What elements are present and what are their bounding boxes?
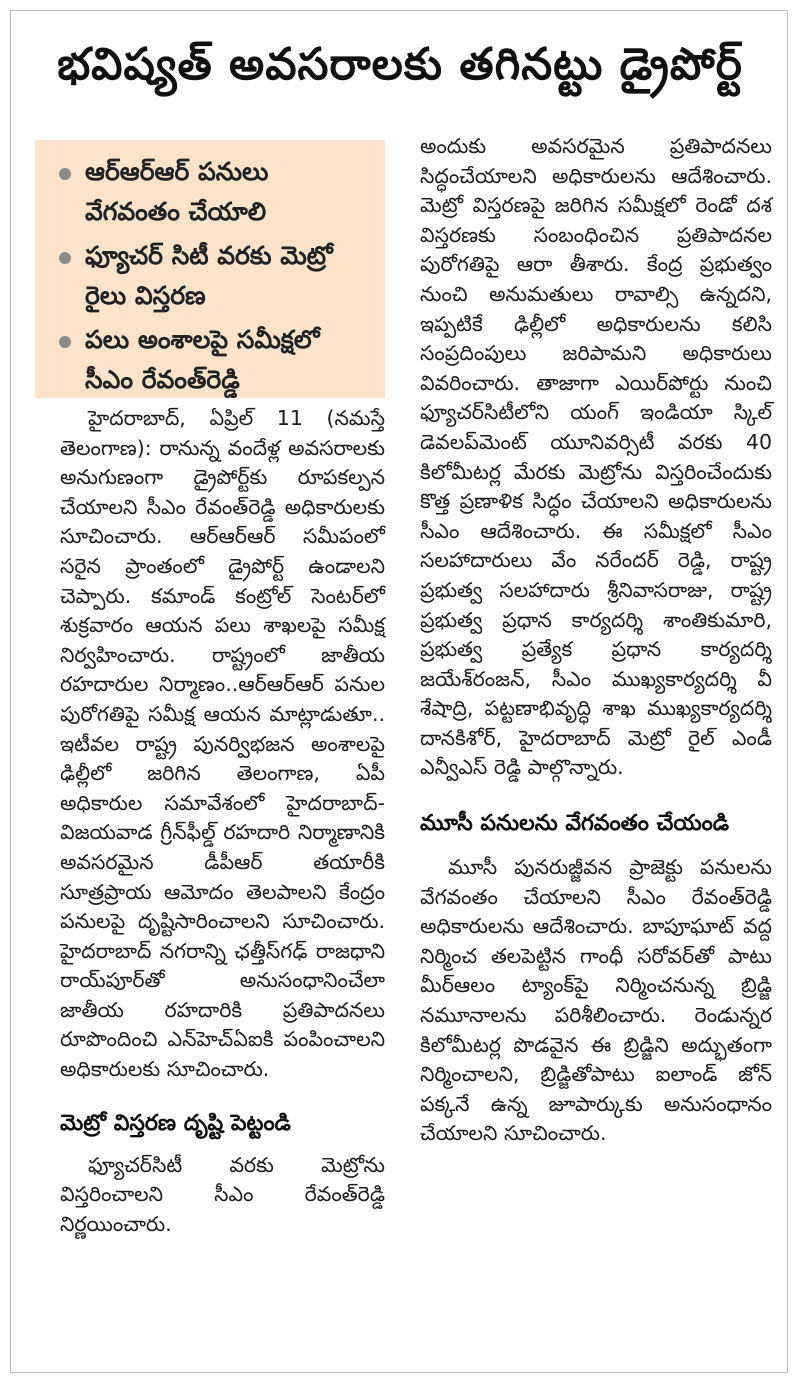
highlights-box bbox=[35, 140, 385, 398]
highlight-item bbox=[55, 320, 367, 400]
highlight-text: పలు అంశాలపై సమీక్షలో సీఎం రేవంత్‌రెడ్డి bbox=[85, 325, 320, 394]
body-paragraph: ఫ్యూచర్‌సిటీ వరకు మెట్రోను విస్తరించాలని సీఎం రేవంత్‌రెడ్డి నిర్ణయించారు. bbox=[60, 1152, 385, 1236]
right-column bbox=[420, 132, 772, 1149]
body-paragraph: మూసీ పునరుజ్జీవన ప్రాజెక్టు పనులను వేగవంతం చేయాలని సీఎం రేవంత్‌రెడ్డి అధికారులను ఆదేశించారు. బాపూఘాట్ వద్ద నిర్మించ తలపెట్టిన గాంధీ సరోవర్‌తో పాటు మీర్‌ఆలం ట్యాంక్‌పై నిర్మించనున్న బ్రిడ్జి నమూనాలను పరిశీలించారు. రెండున్నర కిలోమీటర్ల పొడవైన ఈ బ్రిడ్జిని అద్భుతంగా నిర్మించాలని, బ్రిడ్జితోపాటు ఐలాండ్ జోన్ పక్కనే ఉన్న జూపార్కుకు అనుసంధానం చేయాలని సూచించారు. bbox=[420, 855, 772, 1146]
highlight-text: ఫ్యూచర్ సిటీ వరకు మెట్రో రైలు విస్తరణ bbox=[85, 241, 333, 310]
left-column bbox=[60, 404, 385, 1239]
highlight-text: ఆర్ఆర్ఆర్ పనులు వేగవంతం చేయాలి bbox=[85, 157, 269, 226]
bullet-icon bbox=[59, 168, 71, 180]
bullet-icon bbox=[59, 336, 71, 348]
body-paragraph: హైదరాబాద్, ఏప్రిల్ 11 (నమస్తే తెలంగాణ): రానున్న వందేళ్ల అవసరాలకు అనుగుణంగా డ్రైపోర్ట్‌కు రూపకల్పన చేయాలని సీఎం రేవంత్‌రెడ్డి అధికారులకు సూచించారు. ఆర్ఆర్ఆర్ సమీపంలో సరైన ప్రాంతంలో డ్రైపోర్ట్ ఉండాలని చెప్పారు. కమాండ్ కంట్రోల్ సెంటర్‌లో శుక్రవారం ఆయన పలు శాఖలపై సమీక్ష నిర్వహించారు. రాష్ట్రంలో జాతీయ రహదారుల నిర్మాణం..ఆర్ఆర్ఆర్ పనుల పురోగతిపై సమీక్ష ఆయన మాట్లాడుతూ.. ఇటీవల రాష్ట్ర పునర్విభజన అంశాలపై ఢిల్లీలో జరిగిన తెలంగాణ, ఏపీ అధికారుల సమావేశంలో హైదరాబాద్-విజయవాడ గ్రీన్‌ఫీల్డ్ రహదారి నిర్మాణానికి అవసరమైన డీపీఆర్ తయారీకి సూత్రప్రాయ ఆమోదం తెలపాలని కేంద్రం పనులపై దృష్టిసారించాలని సూచించారు. హైదరాబాద్ నగరాన్ని ఛత్తీస్‌గఢ్ రాజధాని రాయ్‌పూర్‌తో అనుసంధానించేలా జాతీయ రహదారికి ప్రతిపాదనలు రూపొందించి ఎన్‌హెచ్‌ఏఐకి పంపించాలని అధికారులకు సూచించారు. bbox=[60, 406, 385, 1082]
headline: భవిష్యత్ అవసరాలకు తగినట్టు డ్రైపోర్ట్ bbox=[57, 39, 743, 90]
highlight-item bbox=[55, 236, 367, 316]
subheading-musi: మూసీ పనులను వేగవంతం చేయండి bbox=[420, 811, 730, 837]
highlight-item bbox=[55, 152, 367, 232]
subheading-metro: మెట్రో విస్తరణ దృష్టి పెట్టండి bbox=[60, 1110, 291, 1136]
bullet-icon bbox=[59, 252, 71, 264]
body-paragraph: అందుకు అవసరమైన ప్రతిపాదనలు సిద్ధంచేయాలని అధికారులను ఆదేశించారు. మెట్రో విస్తరణపై జరిగిన సమీక్షలో రెండో దశ విస్తరణకు సంబంధించిన ప్రతిపాదనల పురోగతిపై ఆరా తీశారు. కేంద్ర ప్రభుత్వం నుంచి అనుమతులు రావాల్సి ఉన్నదని, ఇప్పటికే ఢిల్లీలో అధికారులను కలిసి సంప్రదింపులు జరిపామని అధికారులు వివరించారు. తాజాగా ఎయిర్‌పోర్టు నుంచి ఫ్యూచర్‌సిటీలోని యంగ్ ఇండియా స్కిల్ డెవలప్‌మెంట్ యూనివర్సిటీ వరకు 40 కిలోమీటర్ల మేరకు మెట్రోను విస్తరించేందుకు కొత్త ప్రణాళిక సిద్ధం చేయాలని అధికారులను సీఎం ఆదేశించారు. ఈ సమీక్షలో సీఎం సలహాదారులు వేం నరేందర్ రెడ్డి, రాష్ట్ర ప్రభుత్వ సలహాదారు శ్రీనివాసరాజు, రాష్ట్ర ప్రభుత్వ ప్రధాన కార్యదర్శి శాంతికుమారి, ప్రభుత్వ ప్రత్యేక ప్రధాన కార్యదర్శి జయేశ్‌రంజన్, సీఎం ముఖ్యకార్యదర్శి వీ శేషాద్రి, పట్టణాభివృద్ధి శాఖ ముఖ్యకార్యదర్శి దానకిశోర్, హైదరాబాద్ మెట్రో రైల్ ఎండీ ఎన్వీఎస్ రెడ్డి పాల్గొన్నారు. bbox=[420, 134, 772, 780]
